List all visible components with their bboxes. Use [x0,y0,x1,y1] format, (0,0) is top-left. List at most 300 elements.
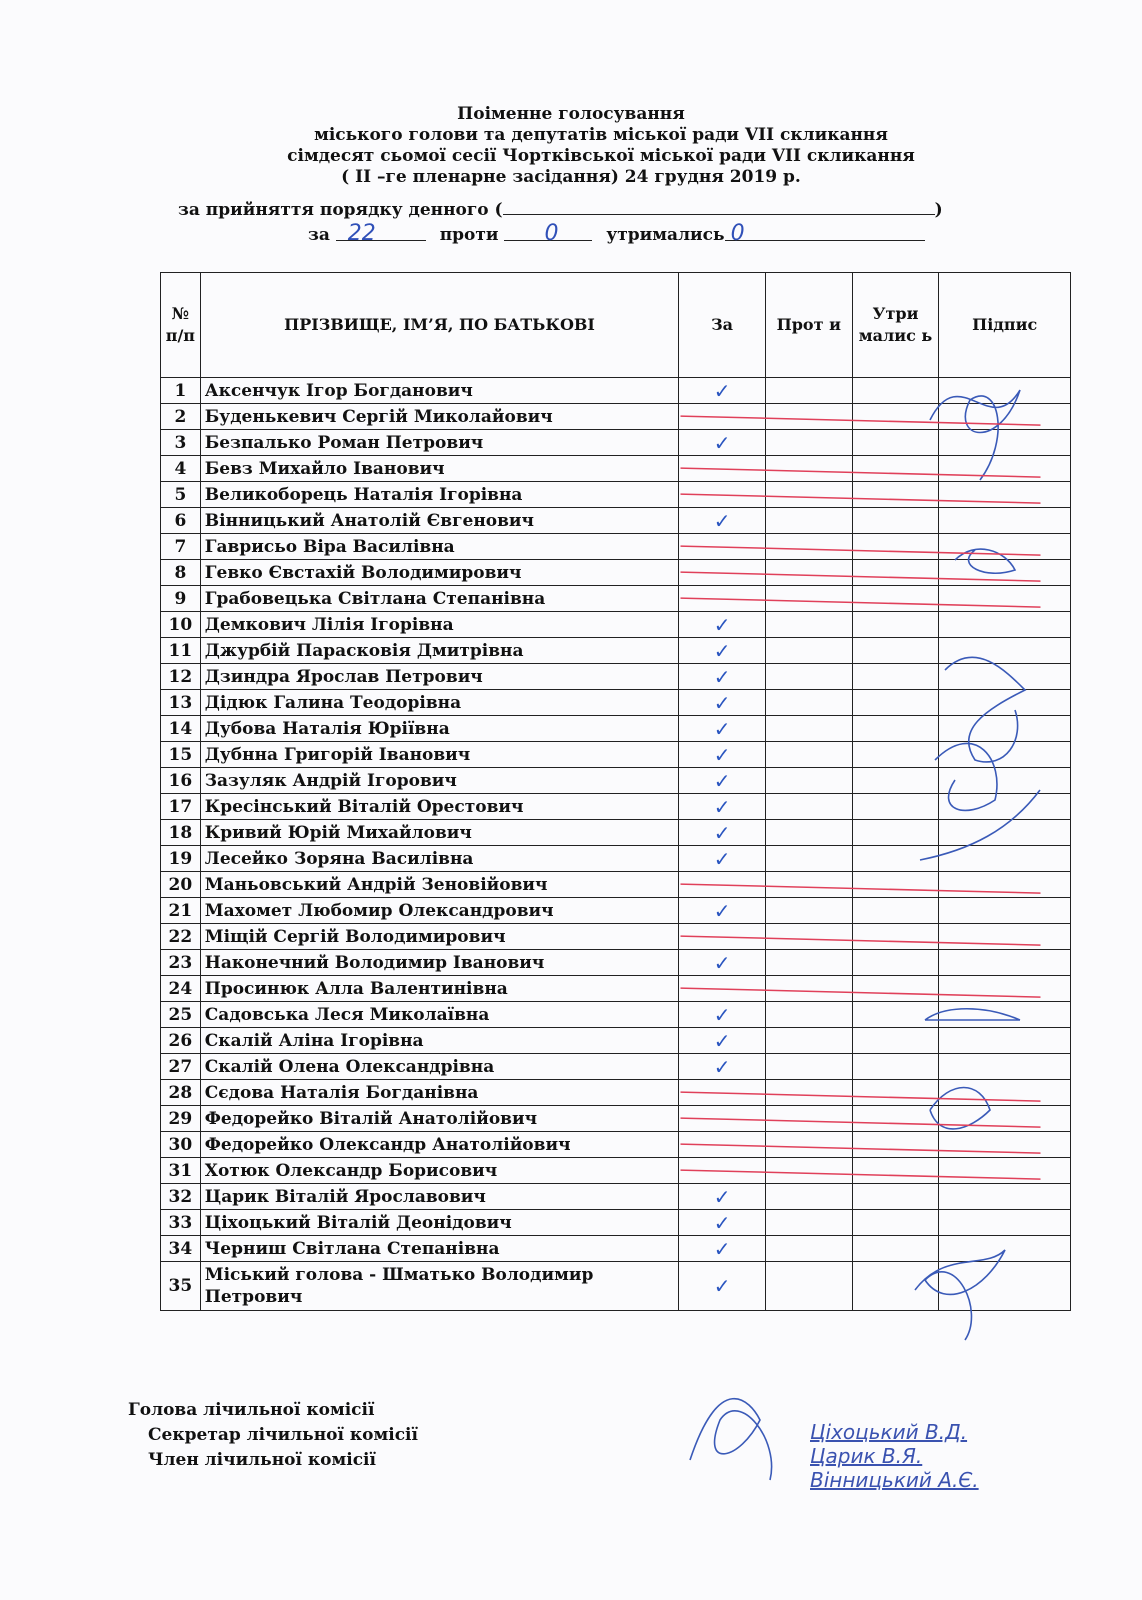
row-number: 13 [161,690,201,716]
row-signature [939,560,1071,586]
check-mark-icon: ✓ [713,898,731,923]
row-for [679,534,766,560]
row-name: Міщій Сергій Володимирович [200,924,678,950]
header-against: Прот и [765,273,852,378]
row-number: 35 [161,1262,201,1311]
row-signature [939,872,1071,898]
tally-for-value: 22 [347,221,376,246]
row-against [765,482,852,508]
check-mark-icon: ✓ [713,612,731,637]
tally-against-label: проти [439,225,499,245]
row-name: Черниш Світлана Степанівна [200,1236,678,1262]
row-for [679,1106,766,1132]
row-number: 2 [161,404,201,430]
row-name: Федорейко Віталій Анатолійович [200,1106,678,1132]
row-name: Дідюк Галина Теодорівна [200,690,678,716]
table-row [161,1210,1071,1236]
row-number: 6 [161,508,201,534]
row-number: 15 [161,742,201,768]
check-mark-icon: ✓ [713,638,731,663]
row-number: 34 [161,1236,201,1262]
table-row [161,482,1071,508]
row-abstain [852,1028,939,1054]
table-row [161,1080,1071,1106]
signature-scribble [690,1399,772,1480]
title-line-3: сімдесят сьомої сесії Чортківської міської ради VІІ скликання [287,146,915,166]
row-number: 23 [161,950,201,976]
table-row [161,924,1071,950]
row-abstain [852,612,939,638]
row-for [679,716,766,742]
row-against [765,638,852,664]
row-name: Наконечний Володимир Іванович [200,950,678,976]
row-abstain [852,1262,939,1311]
row-number: 18 [161,820,201,846]
row-against [765,1262,852,1311]
row-name: Ціхоцький Віталій Деонідович [200,1210,678,1236]
row-signature [939,508,1071,534]
row-against [765,404,852,430]
title-line-4: ( ІІ –ге пленарне засідання) 24 грудня 2019 р. [341,167,801,187]
row-against [765,794,852,820]
check-mark-icon: ✓ [713,846,731,871]
check-mark-icon: ✓ [713,820,731,845]
row-signature [939,664,1071,690]
row-against [765,1210,852,1236]
row-abstain [852,898,939,924]
row-for [679,664,766,690]
row-signature [939,1132,1071,1158]
row-number: 32 [161,1184,201,1210]
row-abstain [852,872,939,898]
title-line-2: міського голови та депутатів міської ради VІІ скликання [314,125,888,145]
row-name: Царик Віталій Ярославович [200,1184,678,1210]
row-against [765,976,852,1002]
row-name: Гаврисьо Віра Василівна [200,534,678,560]
header-signature: Підпис [939,273,1071,378]
row-name: Дубова Наталія Юріївна [200,716,678,742]
row-against [765,716,852,742]
row-against [765,456,852,482]
row-against [765,898,852,924]
row-for [679,586,766,612]
row-for [679,1262,766,1311]
row-signature [939,846,1071,872]
row-against [765,1028,852,1054]
row-abstain [852,924,939,950]
row-number: 21 [161,898,201,924]
table-row [161,846,1071,872]
row-signature [939,638,1071,664]
row-for [679,794,766,820]
row-signature [939,924,1071,950]
check-mark-icon: ✓ [713,1210,731,1235]
row-against [765,690,852,716]
row-for [679,1210,766,1236]
row-against [765,378,852,404]
row-name: Бевз Михайло Іванович [200,456,678,482]
row-for [679,1080,766,1106]
row-name: Міський голова - Шматько Володимир Петрович [200,1262,678,1311]
row-number: 25 [161,1002,201,1028]
table-body [161,378,1071,1311]
row-abstain [852,716,939,742]
row-signature [939,1210,1071,1236]
row-name: Вінницький Анатолій Євгенович [200,508,678,534]
row-for [679,742,766,768]
row-number: 27 [161,1054,201,1080]
row-number: 16 [161,768,201,794]
row-abstain [852,1184,939,1210]
row-number: 24 [161,976,201,1002]
row-for [679,976,766,1002]
row-number: 9 [161,586,201,612]
table-row [161,1106,1071,1132]
commission-names [810,1420,979,1492]
member-name: Вінницький А.Є. [810,1468,979,1492]
row-abstain [852,820,939,846]
row-for [679,872,766,898]
row-name: Дубнна Григорій Іванович [200,742,678,768]
row-name: Махомет Любомир Олександрович [200,898,678,924]
row-abstain [852,768,939,794]
row-signature [939,404,1071,430]
row-name: Хотюк Олександр Борисович [200,1158,678,1184]
header-num: № п/п [161,273,201,378]
row-name: Буденькевич Сергій Миколайович [200,404,678,430]
table-row [161,430,1071,456]
row-against [765,1236,852,1262]
row-for [679,638,766,664]
row-abstain [852,534,939,560]
tally-against-value: 0 [544,221,559,246]
row-name: Дзиндра Ярослав Петрович [200,664,678,690]
row-signature [939,456,1071,482]
document-header [0,104,1142,188]
table-row [161,690,1071,716]
row-signature [939,690,1071,716]
row-signature [939,794,1071,820]
row-against [765,1080,852,1106]
tally-for-label: за [308,225,330,245]
row-abstain [852,950,939,976]
row-name: Демкович Лілія Ігорівна [200,612,678,638]
row-signature [939,1054,1071,1080]
check-mark-icon: ✓ [713,690,731,715]
check-mark-icon: ✓ [713,950,731,975]
row-name: Скалій Аліна Ігорівна [200,1028,678,1054]
check-mark-icon: ✓ [713,378,731,403]
voting-table [160,272,1071,1311]
row-name: Лесейко Зоряна Василівна [200,846,678,872]
row-abstain [852,430,939,456]
row-for [679,1054,766,1080]
row-for [679,768,766,794]
check-mark-icon: ✓ [713,716,731,741]
row-against [765,1158,852,1184]
check-mark-icon: ✓ [713,1002,731,1027]
check-mark-icon: ✓ [713,664,731,689]
row-for [679,1184,766,1210]
row-name: Сєдова Наталія Богданівна [200,1080,678,1106]
row-name: Аксенчук Ігор Богданович [200,378,678,404]
table-row [161,534,1071,560]
row-abstain [852,742,939,768]
table-row [161,638,1071,664]
row-against [765,846,852,872]
chair-label: Голова лічильної комісії [128,1400,375,1420]
row-abstain [852,456,939,482]
row-for [679,560,766,586]
row-number: 4 [161,456,201,482]
row-abstain [852,846,939,872]
row-for [679,1028,766,1054]
table-row [161,664,1071,690]
table-row [161,768,1071,794]
row-name: Гевко Євстахій Володимирович [200,560,678,586]
row-signature [939,612,1071,638]
table-row [161,378,1071,404]
tally-against-field [504,221,592,246]
row-name: Скалій Олена Олександрівна [200,1054,678,1080]
row-signature [939,950,1071,976]
row-signature [939,430,1071,456]
row-signature [939,976,1071,1002]
row-number: 33 [161,1210,201,1236]
row-for [679,404,766,430]
row-number: 30 [161,1132,201,1158]
row-signature [939,1002,1071,1028]
row-against [765,742,852,768]
check-mark-icon: ✓ [713,1236,731,1261]
check-mark-icon: ✓ [713,1274,731,1298]
row-against [765,430,852,456]
row-signature [939,1158,1071,1184]
agenda-line [178,196,943,222]
row-number: 26 [161,1028,201,1054]
row-abstain [852,690,939,716]
row-abstain [852,560,939,586]
row-abstain [852,638,939,664]
row-abstain [852,1080,939,1106]
table-row [161,1132,1071,1158]
table-row [161,586,1071,612]
row-name: Кресінський Віталій Орестович [200,794,678,820]
row-signature [939,898,1071,924]
table-row [161,898,1071,924]
row-number: 19 [161,846,201,872]
row-number: 5 [161,482,201,508]
secretary-label: Секретар лічильної комісії [148,1425,418,1445]
row-name: Садовська Леся Миколаївна [200,1002,678,1028]
row-against [765,820,852,846]
row-for [679,378,766,404]
row-for [679,690,766,716]
row-abstain [852,1210,939,1236]
row-signature [939,1080,1071,1106]
row-abstain [852,378,939,404]
row-for [679,482,766,508]
table-row [161,456,1071,482]
check-mark-icon: ✓ [713,508,731,533]
row-name: Великоборець Наталія Ігорівна [200,482,678,508]
row-abstain [852,586,939,612]
row-name: Безпалько Роман Петрович [200,430,678,456]
check-mark-icon: ✓ [713,430,731,455]
row-number: 12 [161,664,201,690]
row-number: 28 [161,1080,201,1106]
vote-meta [178,196,943,247]
row-for [679,612,766,638]
table-row [161,1158,1071,1184]
row-for [679,430,766,456]
row-signature [939,768,1071,794]
agenda-blank [503,196,935,215]
row-against [765,1106,852,1132]
table-row [161,820,1071,846]
row-abstain [852,1132,939,1158]
row-for [679,1236,766,1262]
table-row [161,508,1071,534]
row-against [765,534,852,560]
row-number: 29 [161,1106,201,1132]
row-for [679,1132,766,1158]
table-row [161,872,1071,898]
row-against [765,924,852,950]
table-row [161,1262,1071,1311]
secretary-name: Царик В.Я. [810,1444,923,1468]
row-against [765,1184,852,1210]
check-mark-icon: ✓ [713,1054,731,1079]
row-name: Федорейко Олександр Анатолійович [200,1132,678,1158]
row-signature [939,1106,1071,1132]
row-for [679,1158,766,1184]
row-signature [939,1184,1071,1210]
row-signature [939,1236,1071,1262]
row-number: 20 [161,872,201,898]
row-for [679,456,766,482]
table-row [161,560,1071,586]
check-mark-icon: ✓ [713,794,731,819]
table-row [161,742,1071,768]
row-number: 31 [161,1158,201,1184]
check-mark-icon: ✓ [713,1184,731,1209]
row-against [765,768,852,794]
row-for [679,1002,766,1028]
row-signature [939,482,1071,508]
row-name: Грабовецька Світлана Степанівна [200,586,678,612]
row-against [765,1132,852,1158]
row-number: 22 [161,924,201,950]
row-signature [939,716,1071,742]
row-for [679,898,766,924]
member-label: Член лічильної комісії [148,1450,376,1470]
row-abstain [852,508,939,534]
table-row [161,950,1071,976]
row-signature [939,742,1071,768]
header-abstain: Утри малис ь [852,273,939,378]
row-name: Джурбій Парасковія Дмитрівна [200,638,678,664]
row-against [765,612,852,638]
title-line-1: Поіменне голосування [457,104,685,124]
table-row [161,404,1071,430]
row-against [765,664,852,690]
row-abstain [852,1054,939,1080]
row-against [765,586,852,612]
table-row [161,1184,1071,1210]
row-number: 3 [161,430,201,456]
row-signature [939,586,1071,612]
agenda-label: за прийняття порядку денного ( [178,200,503,220]
row-abstain [852,1236,939,1262]
row-for [679,820,766,846]
row-number: 8 [161,560,201,586]
row-abstain [852,1106,939,1132]
row-signature [939,1262,1071,1311]
table-row [161,1054,1071,1080]
check-mark-icon: ✓ [713,1028,731,1053]
row-number: 17 [161,794,201,820]
table-row [161,1002,1071,1028]
row-against [765,1002,852,1028]
row-for [679,846,766,872]
tally-abstain-field [725,221,925,246]
row-signature [939,378,1071,404]
row-abstain [852,794,939,820]
row-signature [939,534,1071,560]
row-abstain [852,976,939,1002]
header-for: За [679,273,766,378]
table-row [161,1236,1071,1262]
check-mark-icon: ✓ [713,768,731,793]
table-row [161,612,1071,638]
row-against [765,508,852,534]
row-abstain [852,1002,939,1028]
tally-for-field [336,221,426,246]
row-against [765,560,852,586]
row-name: Кривий Юрій Михайлович [200,820,678,846]
header-name: ПРІЗВИЩЕ, ІМ’Я, ПО БАТЬКОВІ [200,273,678,378]
check-mark-icon: ✓ [713,742,731,767]
row-name: Просинюк Алла Валентинівна [200,976,678,1002]
row-number: 1 [161,378,201,404]
row-against [765,872,852,898]
table-row [161,794,1071,820]
row-signature [939,1028,1071,1054]
row-abstain [852,482,939,508]
row-for [679,508,766,534]
row-abstain [852,664,939,690]
row-number: 7 [161,534,201,560]
row-name: Маньовський Андрій Зеновійович [200,872,678,898]
row-number: 14 [161,716,201,742]
row-number: 11 [161,638,201,664]
table-header-row [161,273,1071,378]
table-row [161,976,1071,1002]
tally-abstain-value: 0 [730,221,745,246]
agenda-close: ) [934,200,943,220]
row-for [679,950,766,976]
table-row [161,1028,1071,1054]
row-abstain [852,404,939,430]
row-number: 10 [161,612,201,638]
tally-line [178,222,943,247]
tally-abstain-label: утримались [606,225,725,245]
table-row [161,716,1071,742]
row-abstain [852,1158,939,1184]
row-name: Зазуляк Андрій Ігорович [200,768,678,794]
row-against [765,1054,852,1080]
